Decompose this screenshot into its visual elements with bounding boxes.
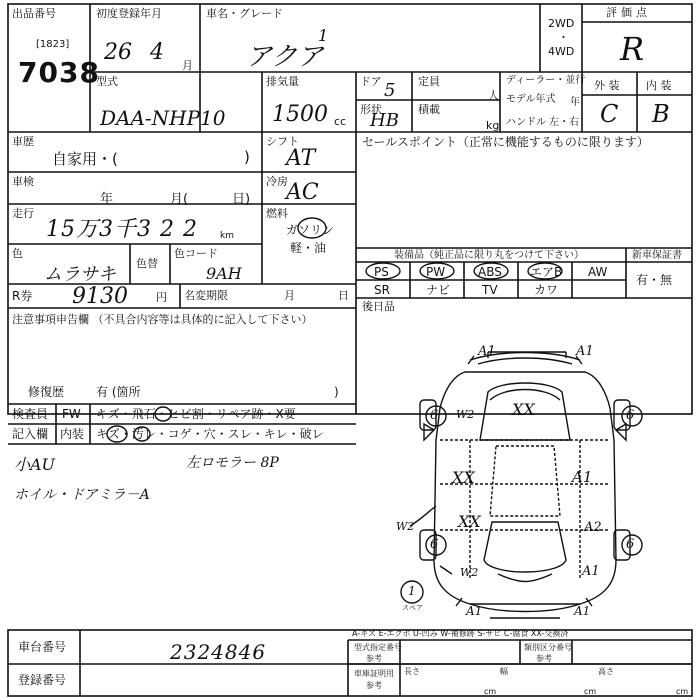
equip-navi: ナビ: [426, 283, 451, 297]
warranty-value: 有・無: [636, 273, 673, 287]
int-label: 内装: [60, 427, 85, 441]
rating-value: R: [620, 30, 645, 68]
sales-point-label: セールスポイント（正常に機能するものに限ります）: [362, 135, 649, 149]
recycle-value: 9130: [72, 284, 128, 309]
recycle-unit: 円: [156, 291, 167, 304]
equip-airbag: エアB: [530, 265, 563, 279]
first-reg-month: 4: [150, 40, 164, 65]
mark-wheel-rl: 6: [430, 537, 439, 552]
capacity-unit: 人: [488, 89, 499, 102]
mark-right-door: A1: [572, 468, 593, 486]
equip-pw: PW: [426, 265, 446, 279]
equip-abs: ABS: [478, 265, 502, 279]
load-label: 積載: [418, 103, 440, 116]
class-ref: 参考: [536, 654, 552, 663]
color-label: 色: [12, 247, 23, 260]
color-code-label: 色コード: [174, 247, 218, 260]
car-name-mark: 1: [318, 26, 329, 45]
rating-label: 評価点: [606, 6, 651, 19]
length-label: 長さ: [404, 667, 420, 676]
model-label: 型式: [96, 75, 118, 88]
mark-wheel-fr: 6: [626, 408, 635, 423]
fuel-gasoline: ガソリン: [286, 223, 335, 237]
chassis-value: 2324846: [170, 640, 267, 664]
inspection-year: 年: [100, 192, 114, 207]
mark-spare: 1: [408, 584, 416, 598]
handwritten-note-1: 小AU: [14, 455, 56, 474]
exterior-value: C: [600, 100, 619, 128]
load-unit: kg: [486, 119, 500, 132]
inspection-month: 月(: [170, 192, 189, 207]
interior-label: 内 装: [646, 79, 672, 92]
equip-leather: カワ: [534, 283, 559, 297]
history-label: 車歴: [12, 135, 34, 148]
displacement-value: 1500: [272, 102, 328, 127]
mark-rear-left: W2: [460, 566, 479, 579]
fuel-label: 燃料: [266, 207, 288, 220]
chassis-label: 車台番号: [18, 640, 67, 654]
mark-rear-right: A1: [582, 564, 600, 579]
reg-label: 登録番号: [18, 673, 67, 687]
lot-number: 7038: [18, 56, 100, 89]
name-change-label: 名変期限: [184, 289, 228, 302]
inspection-label: 車検: [12, 175, 34, 188]
warranty-label: 新車保証書: [632, 250, 682, 261]
handwritten-note-2: ホイル・ドアミラ－A: [14, 487, 150, 503]
mileage-value: 15万3千3 2 2: [46, 217, 198, 242]
notes-label: 注意事項申告欄 （不具合内容等は具体的に記入して下さい）: [12, 313, 313, 326]
mark-w2-top: W2: [456, 408, 475, 421]
length-unit: cm: [484, 687, 497, 696]
door-label: ドア: [360, 75, 382, 88]
mark-wheel-fl: 6: [430, 408, 439, 423]
color-code-value: 9AH: [206, 264, 242, 283]
mark-left-rear-door: XX: [458, 512, 481, 531]
shift-value: AT: [286, 146, 316, 171]
handwritten-note-1b: 左ロモラー 8P: [186, 455, 279, 471]
drive-2wd: 2WD: [548, 17, 575, 30]
equip-tv: TV: [482, 283, 498, 297]
mileage-label: 走行: [12, 207, 34, 220]
after-market-label: 後日品: [362, 300, 395, 313]
damage-legend: A-キズ E-エクボ U-凹み W-補修跡 S-サビ C-腐食 XX-交換済: [352, 629, 569, 638]
history-close: ): [244, 148, 250, 166]
first-reg-label: 初度登録年月: [96, 7, 162, 20]
lot-sub: [1823]: [36, 39, 70, 50]
month-unit: 月: [182, 59, 193, 72]
drive-4wd: 4WD: [548, 45, 575, 58]
mark-front-right: A1: [576, 344, 594, 359]
name-change-month: 月: [284, 289, 295, 302]
history-value: 自家用・(: [52, 150, 118, 168]
capacity-label: 定員: [418, 75, 440, 88]
spare-label: スペア: [402, 604, 423, 612]
height-unit: cm: [676, 687, 689, 696]
repair-label: 修復歴: [28, 385, 65, 399]
type-cert-ref: 参考: [366, 654, 382, 663]
mark-left-door: XX: [452, 468, 475, 487]
mark-front-left: A1: [478, 344, 496, 359]
car-name-value: アクア: [246, 42, 324, 72]
repair-value: 有 (箇所: [96, 385, 141, 399]
displacement-label: 排気量: [266, 75, 299, 88]
exterior-label: 外 装: [594, 79, 620, 92]
mark-right-rear: A2: [584, 520, 602, 535]
cc-unit: cc: [334, 115, 347, 128]
inspector-label-2: 記入欄: [12, 427, 49, 441]
name-change-day: 日: [338, 289, 349, 302]
fuel-diesel: 軽・油: [290, 241, 327, 255]
mark-hood: XX: [512, 400, 535, 419]
inspector-label-1: 検査員: [12, 407, 49, 421]
width-unit: cm: [584, 687, 597, 696]
drive-sep: ・: [558, 31, 569, 44]
dealer-label: ディーラー・並行: [506, 75, 586, 86]
model-year-unit: 年: [570, 97, 580, 108]
lot-label: 出品番号: [12, 7, 56, 20]
recycle-label: R券: [12, 289, 33, 303]
door-value: 5: [384, 80, 396, 101]
width-label: 幅: [500, 667, 508, 676]
color-value: ムラサキ: [44, 264, 116, 285]
aircon-value: AC: [286, 180, 319, 205]
fw-text: キズ・飛石・ヒビ割・リペア跡・X要: [96, 407, 296, 421]
equipment-label: 装備品（純正品に限り丸をつけて下さい）: [394, 250, 584, 261]
int-text: キズ・汚レ・コゲ・穴・スレ・キレ・破レ: [96, 427, 324, 441]
type-cert-label: 型式指定番号: [354, 643, 402, 652]
mark-left-side: W2: [396, 520, 415, 533]
handle-label: ハンドル 左・右: [506, 117, 580, 128]
interior-value: B: [652, 100, 670, 128]
equip-aw: AW: [588, 265, 608, 279]
mark-wheel-rr: 6: [626, 537, 635, 552]
model-year-label: モデル年式: [506, 94, 556, 105]
equip-sr: SR: [374, 283, 390, 297]
mark-rear-bottom-right: A1: [574, 604, 591, 618]
cert-ref: 参考: [366, 681, 382, 690]
car-name-label: 車名・グレード: [206, 7, 283, 20]
repair-close: ): [334, 385, 339, 399]
fw-label: FW: [62, 407, 81, 421]
cert-label: 車庫証明用: [354, 669, 394, 678]
inspection-day: 日): [232, 192, 251, 207]
mark-rear-bottom-left: A1: [466, 604, 483, 618]
color-change-label: 色替: [136, 257, 158, 270]
mileage-unit: km: [220, 231, 234, 241]
shape-value: HB: [370, 110, 399, 131]
shift-label: シフト: [266, 135, 299, 148]
class-label: 類別区分番号: [524, 643, 572, 652]
height-label: 高さ: [598, 667, 614, 676]
first-reg-year: 26: [104, 40, 132, 65]
equip-ps: PS: [374, 265, 389, 279]
model-value: DAA-NHP10: [100, 106, 226, 130]
shape-label: 形状: [360, 103, 382, 116]
aircon-label: 冷房: [266, 175, 288, 188]
